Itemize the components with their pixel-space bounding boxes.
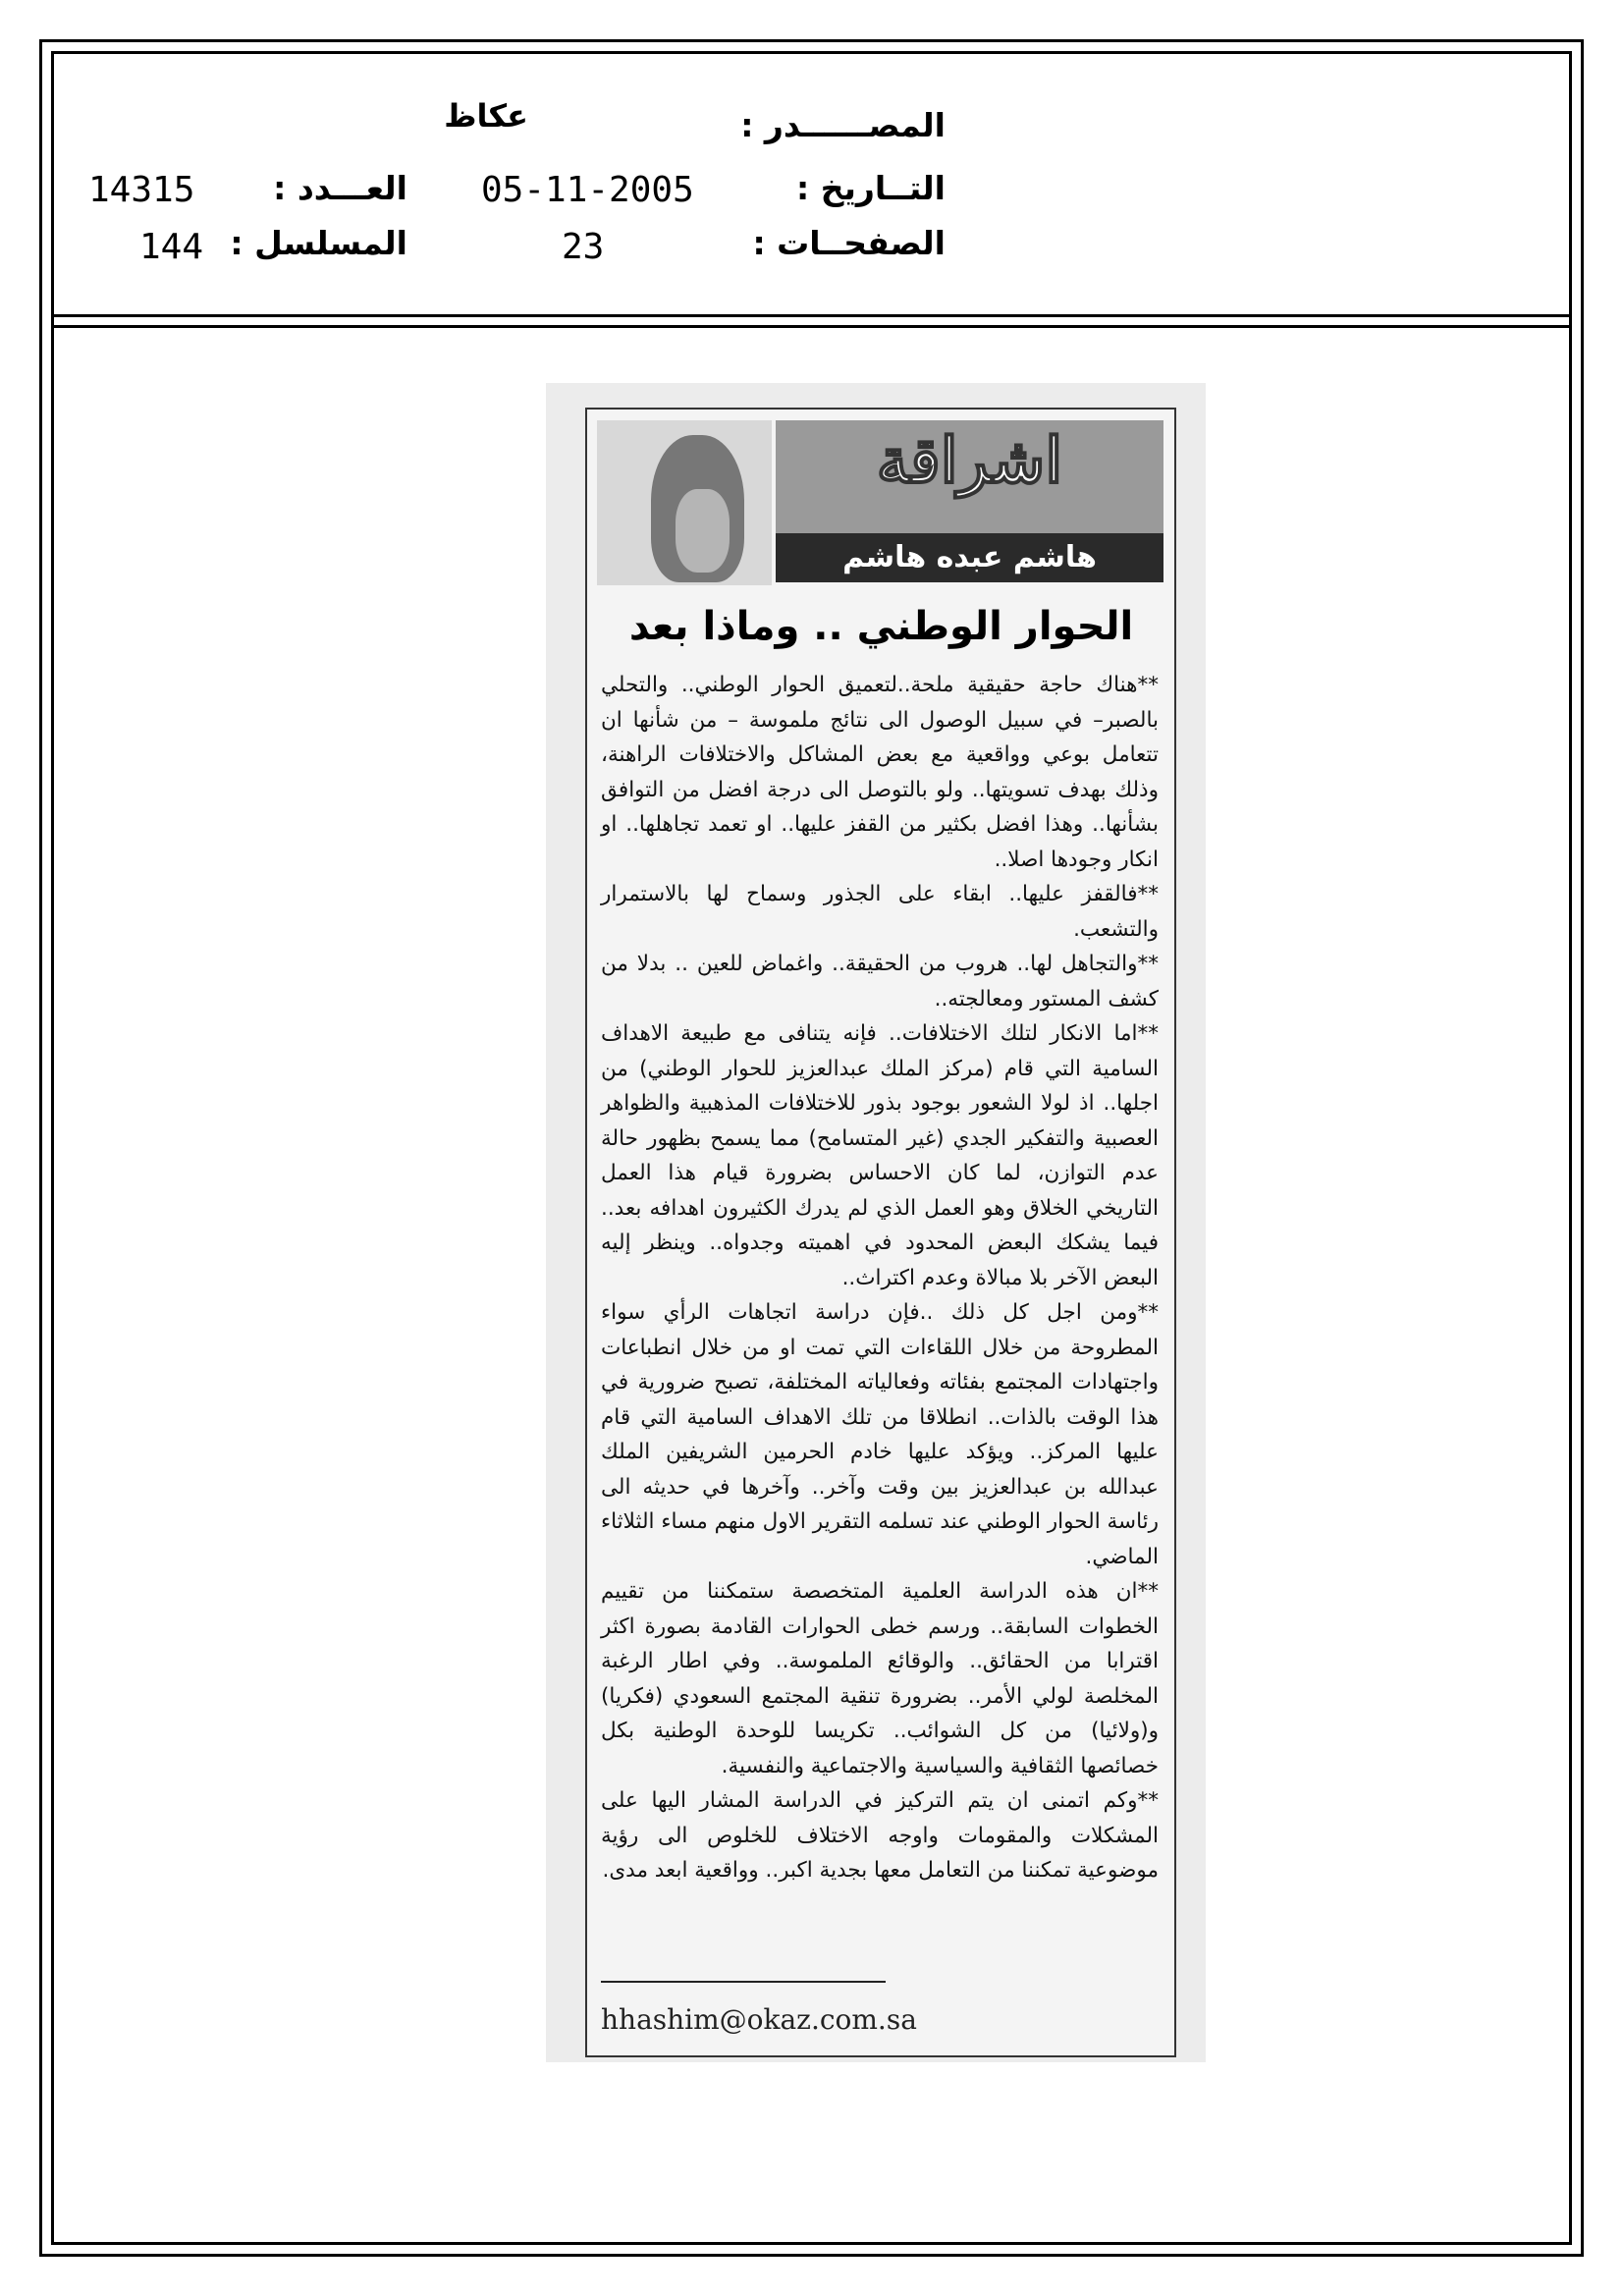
pages-label: الصفحــات :	[752, 224, 946, 262]
pages-value: 23	[562, 227, 605, 267]
serial-value: 144	[139, 227, 204, 267]
issue-label: العـــدد :	[273, 169, 407, 207]
header-divider-double	[51, 325, 1572, 328]
article-paragraph: **فالقفز عليها.. ابقاء على الجذور وسماح لها بالاستمرار والتشعب.	[601, 882, 1159, 942]
source-label: المصــــــدر :	[740, 106, 946, 144]
article-paragraph: **اما الانكار لتلك الاختلافات.. فإنه يتنافى مع طبيعة الاهداف السامية التي قام (مركز الملك عبدالعزيز للحوار الوطني) من اجلها.. اذ لولا الشعور بوجود بذور للاختلافات المذهبية والظواهر العصبية والتفكير الجدي (غير المتسامح) مما يسمح بظهور حالة عدم التوازن، لما كان الاحساس بضرورة قيام هذا العمل التاريخي الخلاق وهو العمل الذي لم يدرك الكثيرون اهدافه بعد.. فيما يشكك البعض المحدود في اهميته وجدواه.. وينظر إليه البعض الآخر بلا مبالاة وعدم اكتراث..	[601, 1021, 1159, 1290]
column-title: اشراقة	[876, 424, 1063, 498]
article-paragraph: **والتجاهل لها.. هروب من الحقيقة.. واغماض للعين .. بدلا من كشف المستور ومعالجته..	[601, 952, 1159, 1011]
author-name: هاشم عبده هاشم	[776, 533, 1163, 582]
article-paragraph: **وكم اتمنى ان يتم التركيز في الدراسة المشار اليها على المشكلات والمقومات واوجه الاختلاف للخلوص الى رؤية موضوعية تمكننا من التعامل معها بجدية اكبر.. وواقعية ابعد مدى.	[601, 1788, 1159, 1883]
author-face	[676, 489, 730, 573]
source-value: عكاظ	[444, 97, 528, 135]
signature-rule	[601, 1981, 886, 1983]
article-body	[601, 668, 1159, 1888]
date-value: 05-11-2005	[481, 170, 694, 210]
article-headline: الحوار الوطني .. وماذا بعد	[628, 604, 1134, 649]
header-divider	[51, 314, 1572, 317]
article-paragraph: **ان هذه الدراسة العلمية المتخصصة ستمكننا من تقييم الخطوات السابقة.. ورسم خطى الحوارات القادمة بصورة اكثر اقترابا من الحقائق.. والوقائع الملموسة.. وفي اطار الرغبة المخلصة لولي الأمر.. بضرورة تنقية المجتمع السعودي (فكريا) و(ولائيا) من كل الشوائب.. تكريسا للوحدة الوطنية بكل خصائصها الثقافية والسياسية والاجتماعية والنفسية.	[601, 1579, 1159, 1778]
article-paragraph: **هناك حاجة حقيقية ملحة..لتعميق الحوار الوطني.. والتحلي بالصبر– في سبيل الوصول الى نتائج ملموسة – من شأنها ان تتعامل بوعي وواقعية مع بعض المشاكل والاختلافات الراهنة، وذلك بهدف تسويتها.. ولو بالتوصل الى درجة افضل من التوافق بشأنها.. وهذا افضل بكثير من القفز عليها.. او تعمد تجاهلها.. او انكار وجودها اصلا..	[601, 673, 1159, 872]
serial-label: المسلسل :	[230, 224, 407, 262]
issue-value: 14315	[88, 170, 195, 210]
author-email: hhashim@okaz.com.sa	[601, 2003, 917, 2036]
article-paragraph: **ومن اجل كل ذلك ..فإن دراسة اتجاهات الرأي سواء المطروحة من خلال اللقاءات التي تمت او من خلال انطباعات واجتهادات المجتمع بفئاته وفعالياته المختلفة، تصبح ضرورية في هذا الوقت بالذات.. انطلاقا من تلك الاهداف السامية التي قام عليها المركز.. ويؤكد عليها خادم الحرمين الشريفين الملك عبدالله بن عبدالعزيز بين وقت وآخر.. وآخرها في حديثه الى رئاسة الحوار الوطني عند تسلمه التقرير الاول منهم مساء الثلاثاء الماضي.	[601, 1300, 1159, 1569]
author-photo	[597, 420, 772, 585]
date-label: التــاريخ :	[796, 169, 946, 207]
